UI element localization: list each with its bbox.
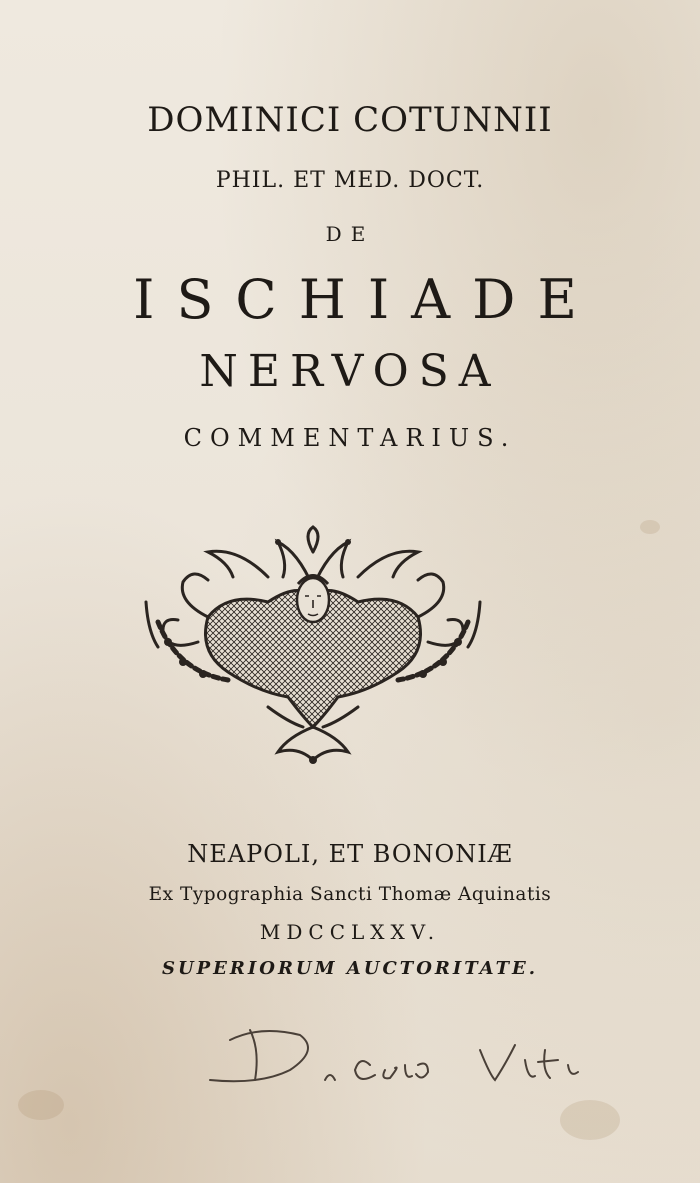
author-name: DOMINICI COTUNNII: [147, 100, 553, 140]
author-degree: PHIL. ET MED. DOCT.: [215, 168, 485, 193]
imprint-year: MDCCLXXV.: [259, 920, 441, 944]
paper-stain: [640, 520, 660, 534]
handwritten-signature: [190, 1010, 610, 1120]
title-line-3: COMMENTARIUS.: [183, 424, 517, 452]
imprint-printer: Ex Typographia Sancti Thomæ Aquinatis: [148, 884, 552, 905]
title-line-1: ISCHIADE: [133, 268, 599, 331]
imprint-license: SUPERIORUM AUCTORITATE.: [161, 958, 539, 979]
title-line-2: NERVOSA: [199, 346, 501, 397]
paper-stain: [18, 1090, 64, 1120]
imprint-place: NEAPOLI, ET BONONIÆ: [187, 840, 513, 868]
title-preposition: DE: [325, 222, 375, 246]
baroque-vignette-ornament-icon: [138, 522, 488, 766]
